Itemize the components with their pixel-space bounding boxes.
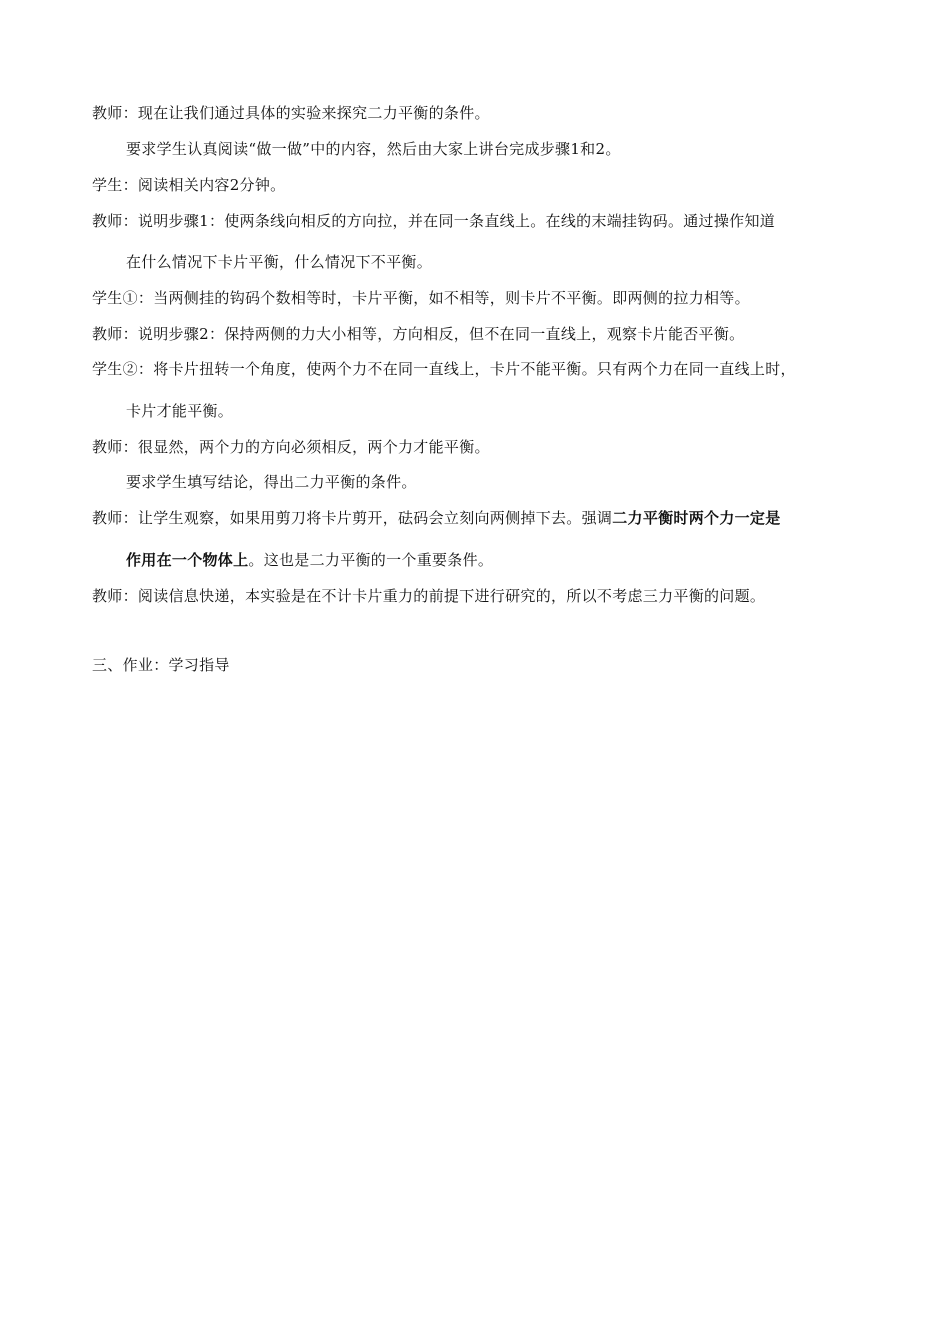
paragraph-teacher-step2: 教师：说明步骤2：保持两侧的力大小相等，方向相反，但不在同一直线上，观察卡片能否平衡。 [92, 325, 745, 343]
paragraph-teacher-info: 教师：阅读信息快递，本实验是在不计卡片重力的前提下进行研究的，所以不考虑三力平衡的问题。 [92, 587, 766, 605]
emphasis-bold-1: 二力平衡时两个力一定是 [612, 509, 781, 527]
paragraph-teacher-scissors-cont [126, 550, 493, 570]
emphasis-bold-2: 作用在一个物体上 [126, 551, 249, 569]
paragraph-teacher-step1: 教师：说明步骤1：使两条线向相反的方向拉，并在同一条直线上。在线的末端挂钩码。通过操作知道 [92, 212, 776, 230]
scissors-text-cont: 。这也是二力平衡的一个重要条件。 [248, 551, 494, 569]
scissors-text: 教师：让学生观察，如果用剪刀将卡片剪开，砝码会立刻向两侧掉下去。强调 [92, 509, 613, 527]
paragraph-fill-conclusion: 要求学生填写结论，得出二力平衡的条件。 [126, 473, 417, 491]
paragraph-teacher-scissors [92, 508, 781, 528]
paragraph-read-instructions: 要求学生认真阅读“做一做”中的内容，然后由大家上讲台完成步骤1和2。 [126, 140, 621, 158]
paragraph-student2-cont: 卡片才能平衡。 [126, 402, 234, 420]
paragraph-student2: 学生②：将卡片扭转一个角度，使两个力不在同一直线上，卡片不能平衡。只有两个力在同一直线上时， [92, 360, 796, 378]
paragraph-student1: 学生①：当两侧挂的钩码个数相等时，卡片平衡，如不相等，则卡片不平衡。即两侧的拉力相等。 [92, 289, 750, 307]
paragraph-teacher-obvious: 教师：很显然，两个力的方向必须相反，两个力才能平衡。 [92, 438, 490, 456]
paragraph-teacher-step1-cont: 在什么情况下卡片平衡，什么情况下不平衡。 [126, 253, 433, 271]
paragraph-student-read: 学生：阅读相关内容2分钟。 [92, 176, 286, 194]
section-heading-homework: 三、作业：学习指导 [92, 656, 230, 674]
paragraph-teacher-intro: 教师：现在让我们通过具体的实验来探究二力平衡的条件。 [92, 104, 490, 122]
